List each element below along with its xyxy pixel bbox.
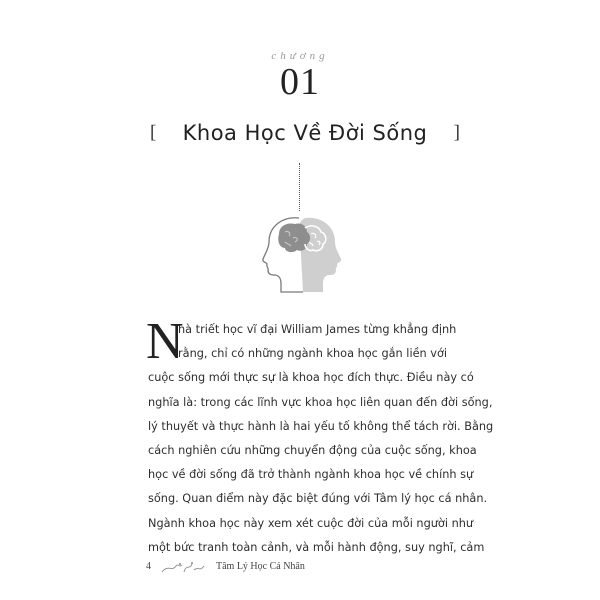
running-title: Tâm Lý Học Cá Nhân: [216, 561, 305, 572]
floral-ornament-icon: [160, 560, 208, 577]
body-line: nghĩa là: trong các lĩnh vực khoa học liên quan đến đời sống,: [148, 395, 493, 409]
title-bracket-left: [: [150, 122, 157, 143]
chapter-title: Khoa Học Về Đời Sống: [182, 121, 428, 145]
body-line: cách nghiên cứu những chuyển động của cuộc sống, khoa: [148, 444, 477, 458]
body-paragraph: [146, 313, 494, 560]
body-line: hà triết học vĩ đại William James từng khẳng định: [178, 323, 457, 336]
body-line: học về đời sống đã trở thành ngành khoa học về chính sự: [148, 468, 474, 482]
body-line: một bức tranh toàn cảnh, và mỗi hành động, suy nghĩ, cảm: [148, 540, 485, 554]
body-line: sống. Quan điểm này đặc biệt đúng với Tâm lý học cá nhân.: [148, 492, 488, 506]
drop-cap: N: [146, 313, 184, 370]
chapter-title-row: [150, 120, 460, 154]
chapter-label: chương: [271, 50, 329, 62]
page-number: 4: [146, 561, 151, 572]
vertical-divider: [299, 163, 300, 211]
body-line: Ngành khoa học này xem xét cuộc đời của mỗi người như: [148, 516, 474, 530]
body-line: rằng, chỉ có những ngành khoa học gắn liền với: [178, 347, 448, 361]
body-line: lý thuyết và thực hành là hai yếu tố không thể tách rời. Bằng: [148, 419, 494, 433]
chapter-number: 01: [280, 61, 320, 103]
title-bracket-right: ]: [453, 122, 460, 143]
body-line: cuộc sống mới thực sự là khoa học đích thực. Điều này có: [148, 371, 474, 385]
two-heads-brain-icon: [255, 212, 347, 298]
